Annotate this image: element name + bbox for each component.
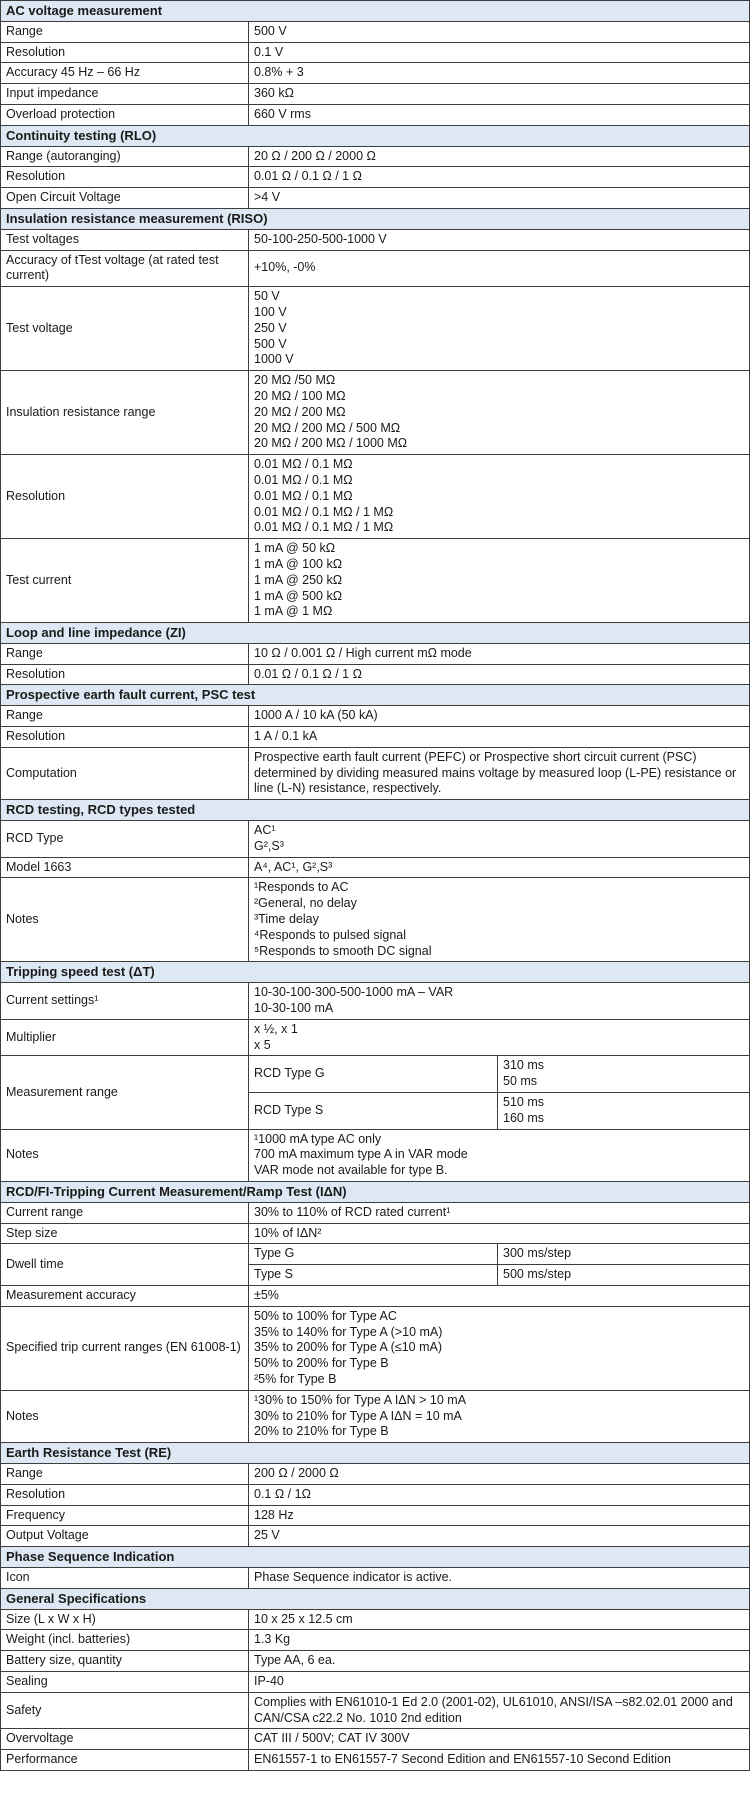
spec-value: 1 A / 0.1 kA xyxy=(249,727,750,748)
spec-row-resolution xyxy=(1,664,750,685)
spec-value: 50% to 100% for Type AC 35% to 140% for Type A (>10 mA) 35% to 200% for Type A (≤10 mA) 50% to 200% for Type B ²5% for Type B xyxy=(249,1306,750,1390)
spec-value: 128 Hz xyxy=(249,1505,750,1526)
spec-row-battery-size-quantity xyxy=(1,1651,750,1672)
spec-label: RCD Type xyxy=(1,821,249,858)
section-header-insulation-resistance-measurement-riso xyxy=(1,208,750,229)
spec-row-notes xyxy=(1,1129,750,1181)
spec-value: ¹1000 mA type AC only 700 mA maximum type A in VAR mode VAR mode not available for type B. xyxy=(249,1129,750,1181)
spec-row-step-size xyxy=(1,1223,750,1244)
spec-row-range-autoranging xyxy=(1,146,750,167)
spec-row-test-voltages xyxy=(1,229,750,250)
spec-table-body xyxy=(1,1,750,1771)
spec-label: Performance xyxy=(1,1750,249,1771)
spec-value: 360 kΩ xyxy=(249,84,750,105)
spec-value: 10 x 25 x 12.5 cm xyxy=(249,1609,750,1630)
spec-row-weight-incl-batteries xyxy=(1,1630,750,1651)
spec-row-rcd-type xyxy=(1,821,750,858)
spec-label: Test voltages xyxy=(1,229,249,250)
spec-value: +10%, -0% xyxy=(249,250,750,287)
spec-row-size-l-x-w-x-h xyxy=(1,1609,750,1630)
spec-label: Current range xyxy=(1,1202,249,1223)
section-title: General Specifications xyxy=(1,1588,750,1609)
spec-label: Notes xyxy=(1,1390,249,1442)
spec-label: Measurement range xyxy=(1,1056,249,1129)
spec-value: 0.1 V xyxy=(249,42,750,63)
spec-label: Current settings¹ xyxy=(1,983,249,1020)
spec-label: Accuracy 45 Hz – 66 Hz xyxy=(1,63,249,84)
spec-row-notes xyxy=(1,1390,750,1442)
section-header-continuity-testing-rlo xyxy=(1,125,750,146)
spec-label: Resolution xyxy=(1,664,249,685)
spec-row-range xyxy=(1,21,750,42)
spec-row-sealing xyxy=(1,1671,750,1692)
section-title: Prospective earth fault current, PSC test xyxy=(1,685,750,706)
spec-label: Insulation resistance range xyxy=(1,371,249,455)
spec-value: 500 V xyxy=(249,21,750,42)
section-header-loop-and-line-impedance-zi xyxy=(1,623,750,644)
spec-row-range xyxy=(1,643,750,664)
spec-value: 1 mA @ 50 kΩ 1 mA @ 100 kΩ 1 mA @ 250 kΩ 1 mA @ 500 kΩ 1 mA @ 1 MΩ xyxy=(249,539,750,623)
spec-label: Step size xyxy=(1,1223,249,1244)
spec-label: Multiplier xyxy=(1,1019,249,1056)
spec-label: Weight (incl. batteries) xyxy=(1,1630,249,1651)
section-title: Earth Resistance Test (RE) xyxy=(1,1443,750,1464)
spec-label: Test current xyxy=(1,539,249,623)
spec-value: 20 Ω / 200 Ω / 2000 Ω xyxy=(249,146,750,167)
spec-label: Range (autoranging) xyxy=(1,146,249,167)
section-header-tripping-speed-test-t xyxy=(1,962,750,983)
spec-label: Dwell time xyxy=(1,1244,249,1286)
spec-value: CAT III / 500V; CAT IV 300V xyxy=(249,1729,750,1750)
spec-label: Test voltage xyxy=(1,287,249,371)
spec-value: ±5% xyxy=(249,1285,750,1306)
section-title: RCD/FI-Tripping Current Measurement/Ramp Test (IΔN) xyxy=(1,1182,750,1203)
spec-label: Overvoltage xyxy=(1,1729,249,1750)
spec-row-measurement-range xyxy=(1,1056,750,1093)
spec-label: Range xyxy=(1,21,249,42)
spec-row-measurement-accuracy xyxy=(1,1285,750,1306)
spec-value: >4 V xyxy=(249,188,750,209)
spec-row-insulation-resistance-range xyxy=(1,371,750,455)
spec-value: 0.01 Ω / 0.1 Ω / 1 Ω xyxy=(249,664,750,685)
spec-row-open-circuit-voltage xyxy=(1,188,750,209)
spec-row-range xyxy=(1,1463,750,1484)
spec-label: Accuracy of tTest voltage (at rated test current) xyxy=(1,250,249,287)
section-header-general-specifications xyxy=(1,1588,750,1609)
spec-row-multiplier xyxy=(1,1019,750,1056)
spec-label: Resolution xyxy=(1,1484,249,1505)
spec-row-frequency xyxy=(1,1505,750,1526)
spec-value: Prospective earth fault current (PEFC) or Prospective short circuit current (PSC) determined by dividing measured mains voltage by measured loop (L-PE) resistance or line (L-N) resistance, respectively. xyxy=(249,747,750,799)
spec-label: Output Voltage xyxy=(1,1526,249,1547)
spec-row-current-range xyxy=(1,1202,750,1223)
spec-sub-label: Type G xyxy=(249,1244,498,1265)
spec-label: Battery size, quantity xyxy=(1,1651,249,1672)
spec-value: 10% of IΔN² xyxy=(249,1223,750,1244)
spec-label: Computation xyxy=(1,747,249,799)
spec-row-safety xyxy=(1,1692,750,1729)
spec-value: 1000 A / 10 kA (50 kA) xyxy=(249,706,750,727)
spec-row-notes xyxy=(1,878,750,962)
spec-label: Range xyxy=(1,706,249,727)
spec-value: AC¹ G²,S³ xyxy=(249,821,750,858)
spec-row-test-voltage xyxy=(1,287,750,371)
spec-label: Icon xyxy=(1,1567,249,1588)
spec-row-specified-trip-current-ranges-en-61008-1 xyxy=(1,1306,750,1390)
spec-row-model-1663 xyxy=(1,857,750,878)
spec-value: A⁴, AC¹, G²,S³ xyxy=(249,857,750,878)
spec-row-accuracy-45-hz-66-hz xyxy=(1,63,750,84)
section-header-prospective-earth-fault-current-psc-test xyxy=(1,685,750,706)
spec-sub-label: RCD Type S xyxy=(249,1093,498,1130)
section-header-rcd-fi-tripping-current-measurement-ramp-test-i-n xyxy=(1,1182,750,1203)
spec-value: 660 V rms xyxy=(249,104,750,125)
spec-value: 25 V xyxy=(249,1526,750,1547)
spec-value: EN61557-1 to EN61557-7 Second Edition and EN61557-10 Second Edition xyxy=(249,1750,750,1771)
section-title: AC voltage measurement xyxy=(1,1,750,22)
spec-row-resolution xyxy=(1,455,750,539)
spec-label: Model 1663 xyxy=(1,857,249,878)
section-header-ac-voltage-measurement xyxy=(1,1,750,22)
spec-row-resolution xyxy=(1,727,750,748)
spec-row-computation xyxy=(1,747,750,799)
spec-label: Notes xyxy=(1,1129,249,1181)
spec-label: Resolution xyxy=(1,455,249,539)
spec-value: Phase Sequence indicator is active. xyxy=(249,1567,750,1588)
section-header-phase-sequence-indication xyxy=(1,1547,750,1568)
spec-label: Sealing xyxy=(1,1671,249,1692)
spec-label: Resolution xyxy=(1,727,249,748)
section-title: Loop and line impedance (ZI) xyxy=(1,623,750,644)
section-title: Insulation resistance measurement (RISO) xyxy=(1,208,750,229)
spec-row-icon xyxy=(1,1567,750,1588)
spec-value: 200 Ω / 2000 Ω xyxy=(249,1463,750,1484)
spec-label: Resolution xyxy=(1,167,249,188)
spec-row-resolution xyxy=(1,1484,750,1505)
spec-value: 20 MΩ /50 MΩ 20 MΩ / 100 MΩ 20 MΩ / 200 MΩ 20 MΩ / 200 MΩ / 500 MΩ 20 MΩ / 200 MΩ / 1000 MΩ xyxy=(249,371,750,455)
spec-value: 50 V 100 V 250 V 500 V 1000 V xyxy=(249,287,750,371)
spec-value: Type AA, 6 ea. xyxy=(249,1651,750,1672)
spec-value: Complies with EN61010-1 Ed 2.0 (2001-02), UL61010, ANSI/ISA –s82.02.01 2000 and CAN/CSA c22.2 No. 1010 2nd edition xyxy=(249,1692,750,1729)
spec-value: 0.8% + 3 xyxy=(249,63,750,84)
spec-row-accuracy-of-ttest-voltage-at-rated-test-current xyxy=(1,250,750,287)
spec-value: 0.01 MΩ / 0.1 MΩ 0.01 MΩ / 0.1 MΩ 0.01 MΩ / 0.1 MΩ 0.01 MΩ / 0.1 MΩ / 1 MΩ 0.01 MΩ / 0.1 MΩ / 1 MΩ xyxy=(249,455,750,539)
spec-row-resolution xyxy=(1,42,750,63)
section-title: Phase Sequence Indication xyxy=(1,1547,750,1568)
spec-row-performance xyxy=(1,1750,750,1771)
spec-label: Frequency xyxy=(1,1505,249,1526)
spec-value: 10 Ω / 0.001 Ω / High current mΩ mode xyxy=(249,643,750,664)
section-title: Continuity testing (RLO) xyxy=(1,125,750,146)
spec-value: IP-40 xyxy=(249,1671,750,1692)
spec-label: Specified trip current ranges (EN 61008-1) xyxy=(1,1306,249,1390)
spec-row-resolution xyxy=(1,167,750,188)
spec-row-current-settings xyxy=(1,983,750,1020)
spec-row-dwell-time xyxy=(1,1244,750,1265)
spec-value: 30% to 110% of RCD rated current¹ xyxy=(249,1202,750,1223)
section-title: Tripping speed test (ΔT) xyxy=(1,962,750,983)
spec-label: Measurement accuracy xyxy=(1,1285,249,1306)
spec-label: Input impedance xyxy=(1,84,249,105)
spec-sub-value: 300 ms/step xyxy=(498,1244,750,1265)
spec-value: 50-100-250-500-1000 V xyxy=(249,229,750,250)
spec-row-overvoltage xyxy=(1,1729,750,1750)
spec-value: 10-30-100-300-500-1000 mA – VAR 10-30-100 mA xyxy=(249,983,750,1020)
spec-value: ¹30% to 150% for Type A IΔN > 10 mA 30% to 210% for Type A IΔN = 10 mA 20% to 210% for Type B xyxy=(249,1390,750,1442)
spec-sub-value: 500 ms/step xyxy=(498,1265,750,1286)
spec-row-overload-protection xyxy=(1,104,750,125)
spec-sub-value: 310 ms 50 ms xyxy=(498,1056,750,1093)
spec-value: ¹Responds to AC ²General, no delay ³Time delay ⁴Responds to pulsed signal ⁵Responds to smooth DC signal xyxy=(249,878,750,962)
section-header-earth-resistance-test-re xyxy=(1,1443,750,1464)
spec-row-input-impedance xyxy=(1,84,750,105)
spec-value: 0.01 Ω / 0.1 Ω / 1 Ω xyxy=(249,167,750,188)
spec-label: Notes xyxy=(1,878,249,962)
spec-label: Range xyxy=(1,1463,249,1484)
spec-label: Size (L x W x H) xyxy=(1,1609,249,1630)
spec-value: x ½, x 1 x 5 xyxy=(249,1019,750,1056)
spec-value: 0.1 Ω / 1Ω xyxy=(249,1484,750,1505)
spec-value: 1.3 Kg xyxy=(249,1630,750,1651)
spec-label: Open Circuit Voltage xyxy=(1,188,249,209)
spec-row-test-current xyxy=(1,539,750,623)
spec-row-range xyxy=(1,706,750,727)
spec-row-output-voltage xyxy=(1,1526,750,1547)
spec-label: Safety xyxy=(1,1692,249,1729)
spec-sub-label: Type S xyxy=(249,1265,498,1286)
spec-label: Range xyxy=(1,643,249,664)
spec-sub-value: 510 ms 160 ms xyxy=(498,1093,750,1130)
spec-label: Resolution xyxy=(1,42,249,63)
spec-label: Overload protection xyxy=(1,104,249,125)
section-title: RCD testing, RCD types tested xyxy=(1,800,750,821)
spec-sub-label: RCD Type G xyxy=(249,1056,498,1093)
section-header-rcd-testing-rcd-types-tested xyxy=(1,800,750,821)
